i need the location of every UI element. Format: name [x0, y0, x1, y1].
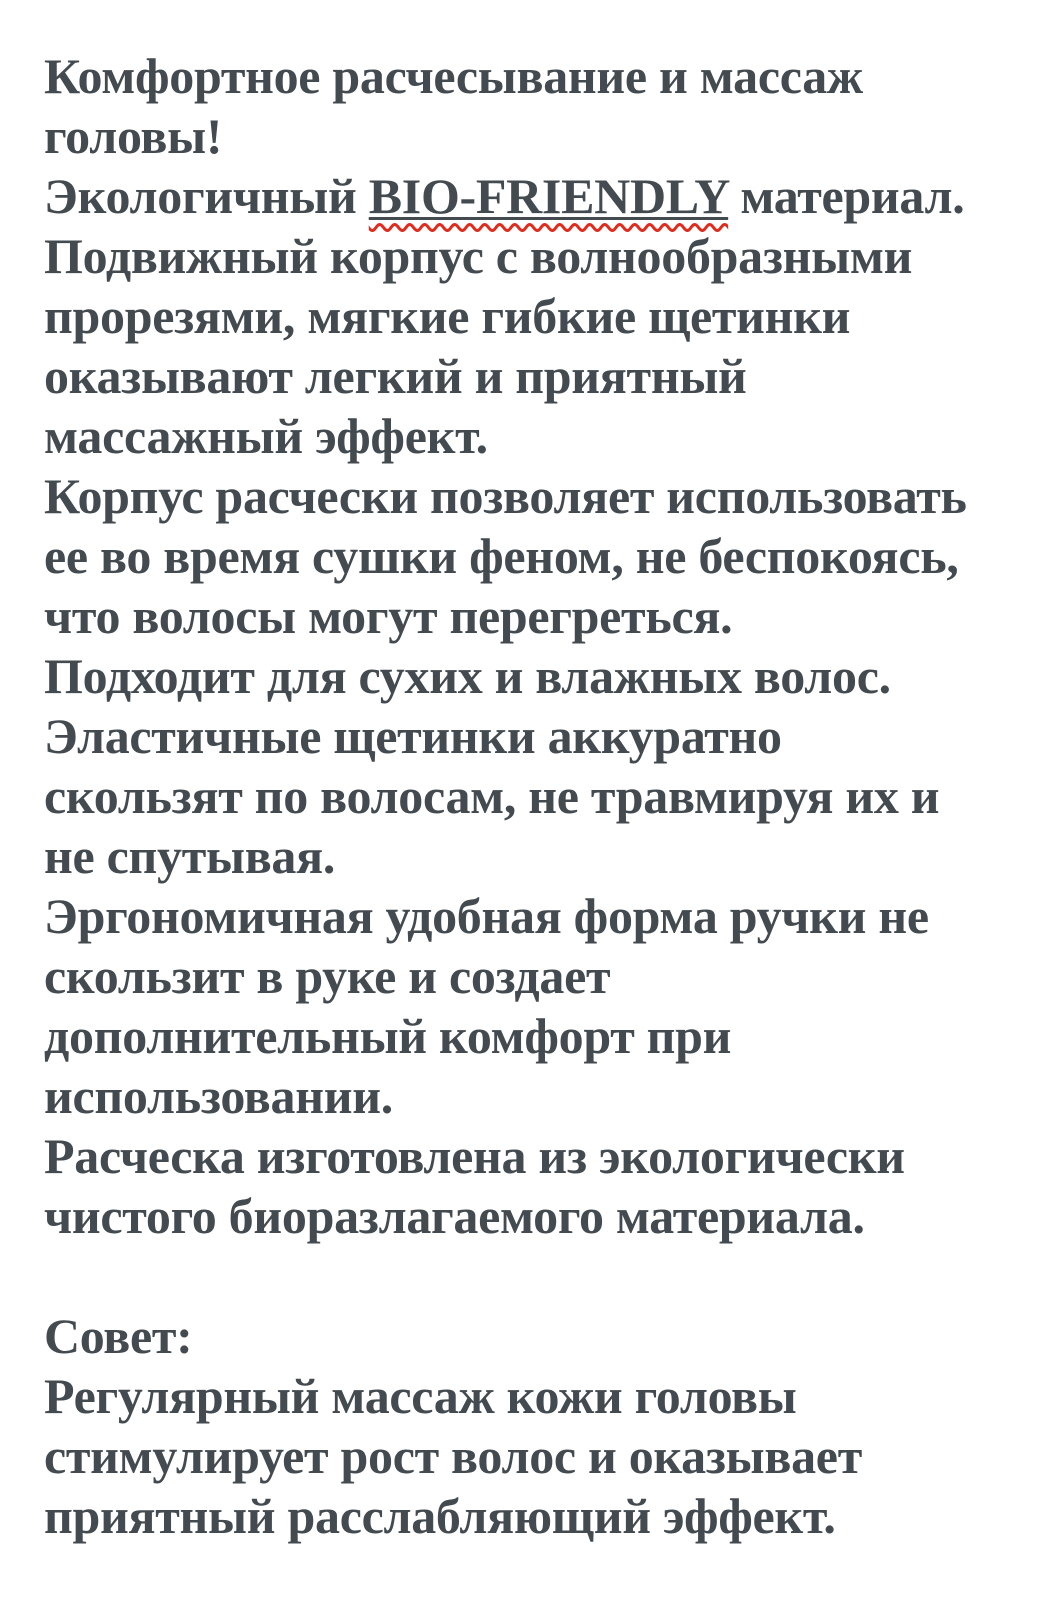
text-line: Корпус расчески позволяет использовать [44, 468, 967, 524]
text-line: ее во время сушки феном, не беспокоясь, [44, 528, 959, 584]
tip-line: стимулирует рост волос и оказывает [44, 1428, 862, 1484]
tip-line: приятный расслабляющий эффект. [44, 1488, 836, 1544]
text-line: скользят по волосам, не травмируя их и [44, 768, 940, 824]
text-line: Расческа изготовлена из экологически [44, 1128, 905, 1184]
text-line: что волосы могут перегреться. [44, 588, 733, 644]
eco-line-suffix: материал. [728, 168, 965, 224]
tip-line: Регулярный массаж кожи головы [44, 1368, 797, 1424]
tip-heading: Совет: [44, 1308, 193, 1364]
eco-material-line [44, 166, 1012, 226]
text-line: массажный эффект. [44, 408, 488, 464]
text-line: использовании. [44, 1068, 393, 1124]
text-line: прорезями, мягкие гибкие щетинки [44, 288, 851, 344]
text-line: оказывают легкий и приятный [44, 348, 747, 404]
heading-line: Комфортное расчесывание и массаж [44, 48, 863, 104]
text-line: Подвижный корпус с волнообразными [44, 228, 913, 284]
text-line: дополнительный комфорт при [44, 1008, 732, 1064]
text-line: Эргономичная удобная форма ручки не [44, 888, 929, 944]
bio-friendly-underlined-term [369, 168, 728, 224]
text-line: не спутывая. [44, 828, 336, 884]
text-line: скользит в руке и создает [44, 948, 611, 1004]
eco-line-prefix: Экологичный [44, 168, 369, 224]
text-line: Подходит для сухих и влажных волос. [44, 648, 891, 704]
blank-line [44, 1246, 1012, 1306]
bio-friendly-text: BIO-FRIENDLY [368, 168, 729, 224]
heading-line: головы! [44, 108, 223, 164]
text-line: чистого биоразлагаемого материала. [44, 1188, 865, 1244]
text-line: Эластичные щетинки аккуратно [44, 708, 782, 764]
